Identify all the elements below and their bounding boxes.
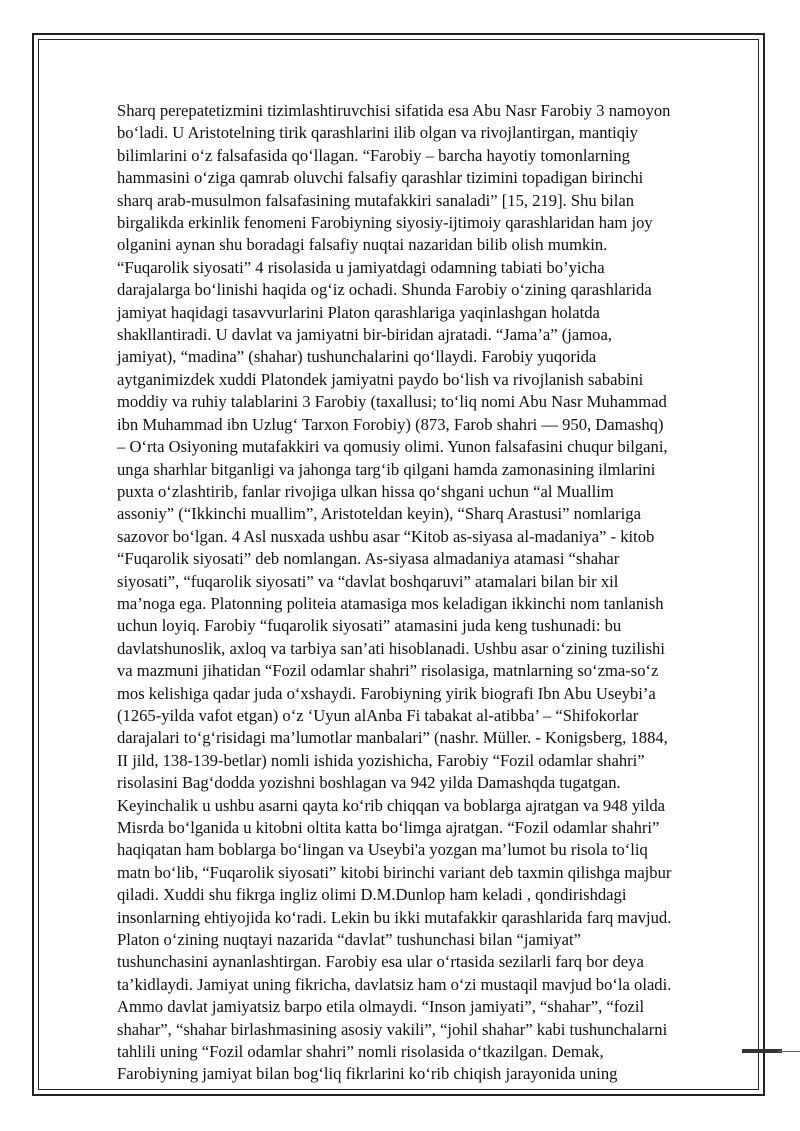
text-line: va mazmuni jihatidan “Fozil odamlar shahri” risolasiga, matnlarning so‘zma-so‘z: [117, 661, 659, 681]
text-line: tushunchasini aynanlashtirgan. Farobiy esa ular o‘rtasida sezilarli farq bor deya: [117, 952, 644, 972]
text-line: bo‘ladi. U Aristotelning tirik qarashlarini ilib olgan va rivojlantirgan, mantiqiy: [117, 123, 638, 143]
text-line: ma’noga ega. Platonning politeia atamasiga mos keladigan ikkinchi nom tanlanish: [117, 593, 664, 613]
text-line: birgalikda erkinlik fenomeni Farobiyning siyosiy-ijtimoiy qarashlaridan ham joy: [117, 213, 653, 233]
text-line: haqiqatan ham boblarga bo‘lingan va Useybi'a yozgan ma’lumot bu risola to‘liq: [117, 840, 648, 860]
text-line: Misrda bo‘lganida u kitobni oltita katta bo‘limga ajratgan. “Fozil odamlar shahri”: [117, 818, 660, 837]
text-line: darajalari to‘g‘risidagi ma’lumotlar manbalari” (nashr. Müller. - Konigsberg, 1884,: [117, 728, 668, 748]
page-corner-mark-line: [778, 1051, 800, 1052]
text-line: “Fuqarolik siyosati” deb nomlangan. As-siyasa almadaniya atamasi “shahar: [117, 549, 620, 569]
text-line: shahar”, “shahar birlashmasining asosiy vakili”, “johil shahar” kabi tushunchalarni: [117, 1019, 668, 1039]
text-line: insonlarning ehtiyojida ko‘radi. Lekin bu ikki mutafakkir qarashlarida farq mavjud.: [117, 907, 672, 927]
text-line: sazovor bo‘lgan. 4 Asl nusxada ushbu asar “Kitob as-siyasa al-madaniya” - kitob: [117, 526, 655, 546]
text-line: sharq arab-musulmon falsafasining mutafakkiri sanaladi” [15, 219]. Shu bilan: [117, 190, 635, 210]
text-line: – O‘rta Osiyoning mutafakkiri va qomusiy olimi. Yunon falsafasini chuqur bilgani,: [117, 437, 668, 457]
text-line: davlatshunoslik, axloq va tarbiya san’ati hisoblanadi. Ushbu asar o‘zining tuzilishi: [117, 638, 665, 658]
text-line: risolasini Bag‘dodda yozishni boshlagan va 942 yilda Damashqda tugatgan.: [117, 773, 621, 793]
text-line: mos kelishiga qadar juda o‘xshaydi. Farobiyning yirik biografi Ibn Abu Useybi’a: [117, 683, 656, 703]
text-line: shakllantiradi. U davlat va jamiyatni bir-biridan ajratadi. “Jama’a” (jamoa,: [117, 325, 612, 345]
text-line: bilimlarini o‘z falsafasida qo‘llagan. “Farobiy – barcha hayotiy tomonlarning: [117, 145, 630, 165]
text-line: assoniy” (“Ikkinchi muallim”, Aristoteldan keyin), “Sharq Arastusi” nomlariga: [117, 504, 641, 524]
text-line: tahlili uning “Fozil odamlar shahri” nomli risolasida o‘tkazilgan. Demak,: [117, 1042, 604, 1062]
text-line: puxta o‘zlashtirib, fanlar rivojiga ulkan hissa qo‘shgani uchun “al Muallim: [117, 481, 614, 501]
text-line: II jild, 138-139-betlar) nomli ishida yozishicha, Farobiy “Fozil odamlar shahri”: [117, 750, 645, 770]
text-line: Platon o‘zining nuqtayi nazarida “davlat” tushunchasi bilan “jamiyat”: [117, 930, 582, 950]
page-corner-mark-bar: [742, 1049, 782, 1053]
text-line: olganini aynan shu boradagi falsafiy nuqtai nazaridan bilib olish mumkin.: [117, 235, 608, 255]
text-line: matn bo‘lib, “Fuqarolik siyosati” kitobi birinchi variant deb taxmin qilishga majbur: [117, 862, 672, 882]
text-line: moddiy va ruhiy talablarini 3 Farobiy (taxallusi; to‘liq nomi Abu Nasr Muhammad: [117, 392, 667, 412]
text-line: “Fuqarolik siyosati” 4 risolasida u jamiyatdagi odamning tabiati bo’yicha: [117, 257, 605, 277]
text-line: Keyinchalik u ushbu asarni qayta ko‘rib chiqqan va boblarga ajratgan va 948 yilda: [117, 795, 666, 815]
text-line: siyosati”, “fuqarolik siyosati” va “davlat boshqaruvi” atamalari bilan bir xil: [117, 571, 619, 591]
text-line: darajalarga bo‘linishi haqida og‘iz ochadi. Shunda Farobiy o‘zining qarashlarida: [117, 280, 652, 300]
text-line: aytganimizdek xuddi Platondek jamiyatni paydo bo‘lish va rivojlanish sababini: [117, 369, 644, 389]
text-line: (1265-yilda vafot etgan) o‘z ‘Uyun alAnba Fi tabakat al-atibba’ – “Shifokorlar: [117, 705, 639, 725]
text-line: qiladi. Xuddi shu fikrga ingliz olimi D.M.Dunlop ham keladi , qondirishdagi: [117, 885, 627, 905]
text-line: ta’kidlaydi. Jamiyat uning fikricha, davlatsiz ham o‘zi mustaqil mavjud bo‘la oladi.: [117, 974, 672, 994]
text-line: unga sharhlar bitganligi va jahonga targ‘ib qilgani hamda zamonasining ilmlarini: [117, 459, 656, 479]
body-text: [117, 100, 777, 1086]
text-line: ibn Muhammad ibn Uzlug‘ Tarxon Forobiy) (873, Farob shahri — 950, Damashq): [117, 414, 664, 434]
text-line: hammasini o‘ziga qamrab oluvchi falsafiy qarashlar tizimini topadigan birinchi: [117, 168, 644, 188]
text-line: Ammo davlat jamiyatsiz barpo etila olmaydi. “Inson jamiyati”, “shahar”, “fozil: [117, 997, 645, 1017]
text-line: Sharq perepatetizmini tizimlashtiruvchisi sifatida esa Abu Nasr Farobiy 3 namoyon: [117, 101, 671, 120]
text-line: uchun loyiq. Farobiy “fuqarolik siyosati” atamasini juda keng tushunadi: bu: [117, 616, 622, 636]
page-corner-mark: [742, 1046, 800, 1055]
text-line: jamiyat haqidagi tasavvurlarini Platon qarashlariga yaqinlashgan holatda: [117, 302, 600, 322]
text-line: jamiyat), “madina” (shahar) tushunchalarini qo‘llaydi. Farobiy yuqorida: [117, 347, 597, 367]
text-line: Farobiyning jamiyat bilan bog‘liq fikrlarini ko‘rib chiqish jarayonida uning: [117, 1064, 618, 1084]
